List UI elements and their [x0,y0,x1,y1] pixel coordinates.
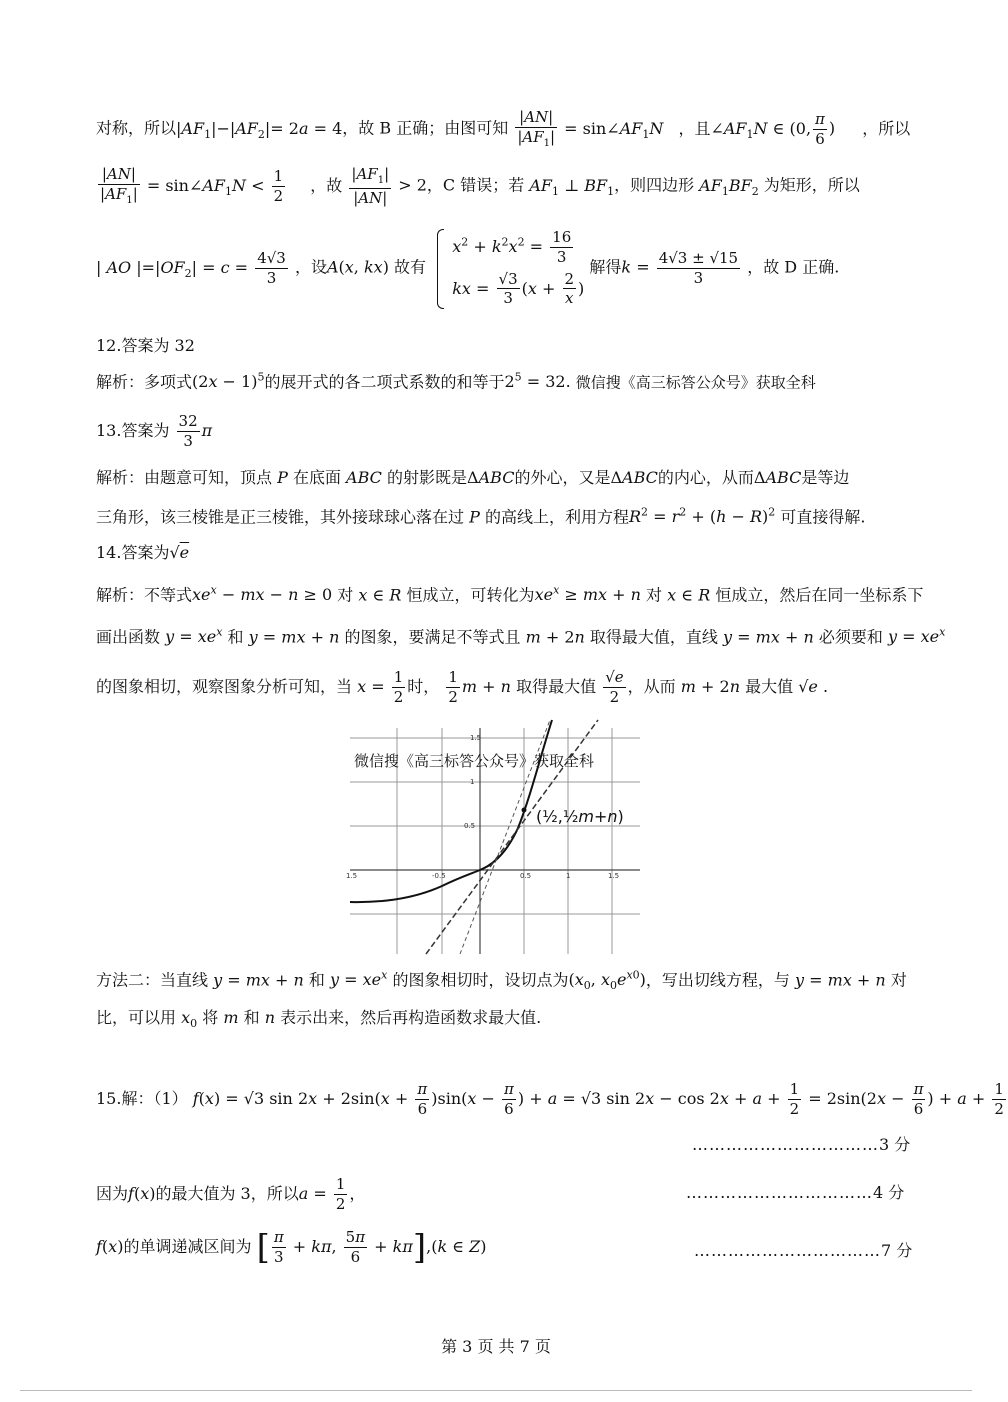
q14-method2-line-1: 方法二：当直线 y = mx + n 和 $y = xe^x$ 的图象相切时，设切点为($x_0$, $x_0e^{x0}$)，写出切线方程，与 y = mx + n 对 [96,969,907,993]
fraction: $\frac{32}{3}$ [178,412,198,450]
fraction: $\frac{\pi}{6}$ [815,109,825,148]
tick-label: 1 [566,872,571,880]
tick-label: 1 [470,778,475,786]
score-marker: ……………………………4 分 [686,1183,905,1202]
bottom-rule [20,1390,972,1391]
figure-watermark: 微信搜《高三标答公众号》获取全科 [354,752,595,770]
equation-system: $x^2 + k^2x^2$ = $\frac{16}{3}$ kx = $\frac{√3}{3}$ (x + $\frac{2}{x}$ ) [452,228,585,308]
q15-line-1: 15.解：（1） f(x) = √3 sin 2x + 2sin(x + $\frac{\pi}{6}$ )sin(x − $\frac{\pi}{6}$ ) + a = √3 sin 2x − cos 2x + a + $\frac{1}{2}$ = 2sin(2x − $\frac{\pi}{6}$ ) + a + $\frac{1}{2}$ [96,1080,1004,1118]
fraction: $\frac{|AF_1|}{|AN|}$ [351,165,390,207]
q13-expl-line-2: 三角形，该三棱锥是正三棱锥，其外接球球心落在过 P 的高线上，利用方程$R^2 = r^2 + (h - R)^2$ 可直接得解. [96,506,866,527]
tick-label: 0.5 [520,872,532,880]
fraction: $\frac{4√3}{3}$ [257,248,286,287]
tick-label: 0.5 [464,822,476,830]
tick-label: 1.5 [346,872,358,880]
q14-line-3: 的图象相切，观察图象分析可知，当 x = $\frac{1}{2}$ 时， $\frac{1}{2}$ m + n 取得最大值 $\frac{√e}{2}$ ，从而 m + 2n 最大值 √e . [96,668,829,706]
q13-expl-line-1: 解析：由题意可知，顶点 P 在底面 ABC 的射影既是ΔABC的外心，又是ΔABC的内心，从而ΔABC是等边 [96,468,850,487]
brace [431,229,443,307]
function-graph-figure [340,718,650,954]
watermark: 微信搜《高三标答公众号》获取全科 [575,373,816,392]
q15-line-3: f(x)的单调递减区间为 [ $\frac{\pi}{3}$ + kπ, $\frac{5\pi}{6}$ + kπ],(k ∈ Z) [96,1227,487,1268]
q14-answer: 14.答案为√e [96,543,190,562]
tick-label: -0.5 [432,872,446,880]
fraction: $\frac{1}{2}$ [273,166,284,205]
tangent-point [522,808,527,813]
fraction: $\frac{|AN|}{|AF_1|}$ [517,108,556,149]
q14-method2-line-2: 比，可以用 $x_0$ 将 m 和 n 表示出来，然后再构造函数求最大值. [96,1008,542,1031]
q15-line-2: 因为f(x)的最大值为 3，所以a = $\frac{1}{2}$ ， [96,1175,366,1213]
text-line-2: $\frac{|AN|}{|AF_1|}$ = $\sin\angle AF_1N$ < $\frac{1}{2}$ ，故 $\frac{|AF_1|}{|AN|}$ > 2，C 错误；若 $AF_1$ ⊥ $BF_1$，则四边形 $AF_1BF_2$ 为矩形，所以 [100,165,860,207]
q14-line-1: 解析：不等式$xe^x$ − mx − n ≥ 0 对 x ∈ R 恒成立，可转化为$xe^x$ ≥ mx + n 对 x ∈ R 恒成立，然后在同一坐标系下 [96,584,924,605]
text-line-3: | AO $|=|OF_2| = c$ = $\frac{4√3}{3}$ ，设A(x, kx) 故有 $x^2 + k^2x^2$ = $\frac{16}{3}$ kx = $\frac{√3}{3}$ (x + $\frac{2}{x}$ ) 解得k = $\frac{4√3 \pm √15}{3}$ ，故 D 正确. [96,225,839,311]
fraction: $\frac{4√3 \pm √15}{3}$ [658,248,739,287]
score-marker: ……………………………3 分 [692,1135,911,1154]
fraction: $\frac{|AN|}{|AF_1|}$ [100,165,138,206]
tangent-point-label: (½,½m+n) [536,807,624,826]
page-footer: 第 3 页 共 7 页 [441,1337,551,1356]
q12-answer: 12.答案为 32 [96,336,195,355]
tick-label: 1.5 [608,872,620,880]
q12-explanation: 解析：多项式$(2x - 1)^5$的展开式的各二项式系数的和等于$2^5 = 32$. 微信搜《高三标答公众号》获取全科 [96,371,816,392]
tick-label: 1.5 [470,734,482,742]
q14-line-2: 画出函数 $y = xe^x$ 和 y = mx + n 的图象，要满足不等式且 m + 2n 取得最大值，直线 y = mx + n 必须要和 $y = xe^x$ [96,626,946,647]
text-line-1: 对称，所以$|AF_1|-|AF_2|= 2a = 4$，故 B 正确；由图可知 $\frac{|AN|}{|AF_1|}$ = $\sin\angle AF_1N$ ，且$\angle AF_1N$ ∈ (0, $\frac{\pi}{6}$ ) ，所以 [96,108,911,149]
score-marker: ……………………………7 分 [694,1241,913,1260]
q13-answer: 13.答案为 $\frac{32}{3}$ π [96,412,213,450]
